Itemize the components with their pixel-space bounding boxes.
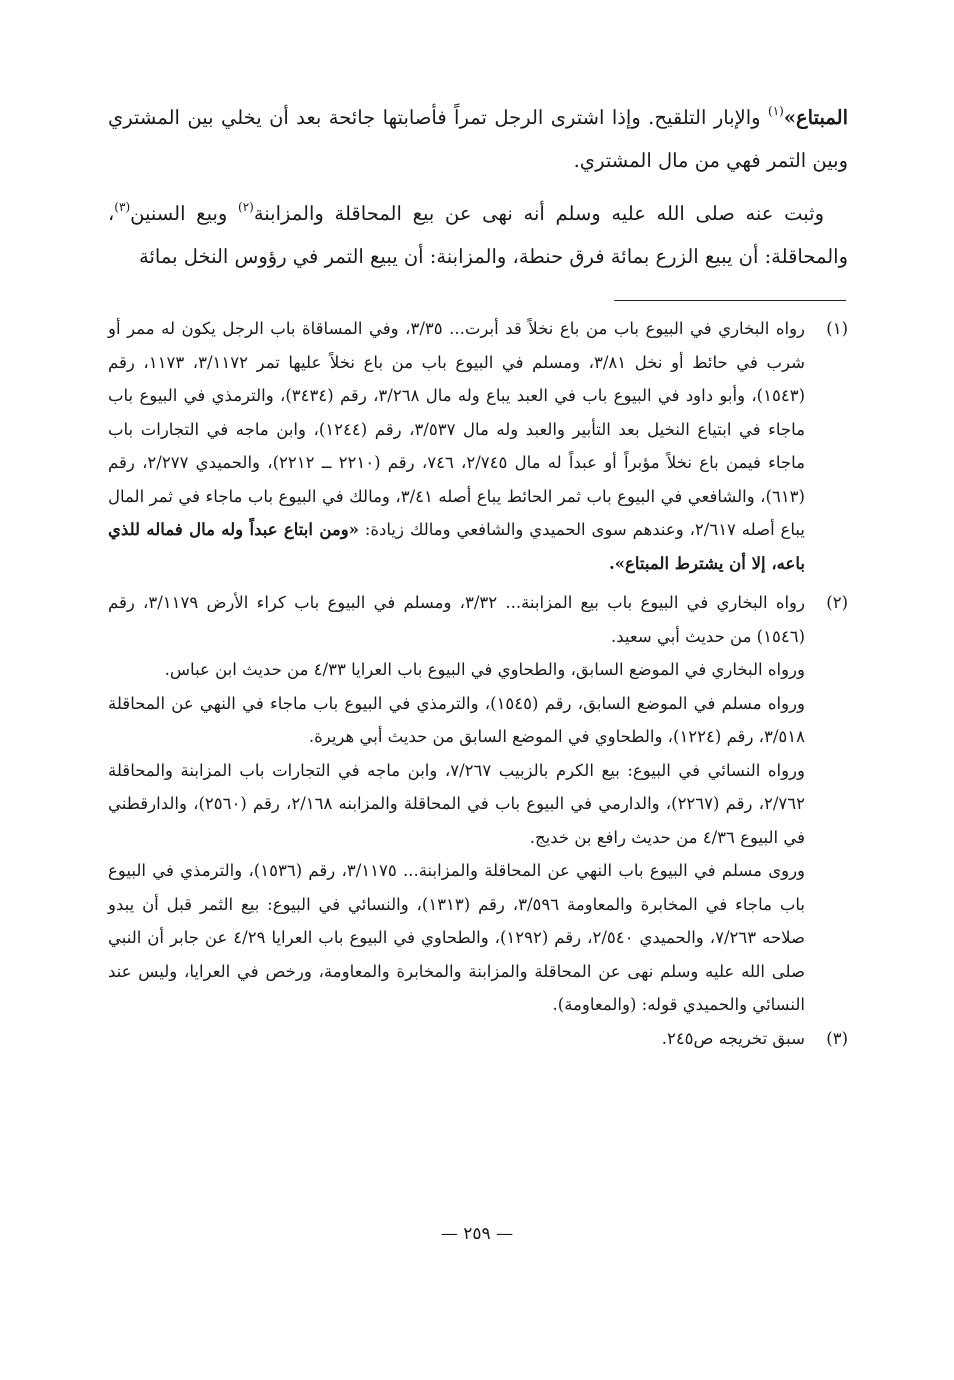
footnote-number: (٢) (826, 593, 848, 612)
paragraph-2-part-a: وثبت عنه صلى الله عليه وسلم أنه نهى عن بيع المحاقلة والمزابنة (253, 202, 824, 225)
main-text (108, 96, 848, 278)
footnote-number: (٣) (826, 1028, 848, 1048)
footnote-paragraph: ورواه النسائي في البيوع: بيع الكرم بالزبيب ٧/٢٦٧، وابن ماجه في التجارات باب المزابنة والمحاقلة ٢/٧٦٢، رقم (٢٢٦٧)، والدارمي في البيوع باب في المحاقلة والمزابنه ٢/١٦٨، رقم (٢٥٦٠)، والدارقطني في البيوع ٤/٣٦ من حديث رافع بن خديج. (108, 760, 805, 847)
footnote-2 (108, 586, 848, 1022)
footnote-paragraph (108, 312, 805, 580)
footnote-paragraph: سبق تخريجه ص٢٤٥. (661, 1028, 805, 1048)
page-number: — ٢٥٩ — (440, 1224, 514, 1244)
paragraph-2 (108, 192, 848, 278)
footnote-1 (108, 312, 848, 580)
footnote-paragraph: رواه البخاري في البيوع باب بيع المزابنة... ٣/٣٢، ومسلم في البيوع باب كراء الأرض ٣/١١٧٩، رقم (١٥٤٦) من حديث أبي سعيد. (108, 593, 805, 646)
quote-end-word: المبتاع» (783, 106, 848, 129)
paragraph-2-part-c: ، والمحاقلة: أن يبيع الزرع بمائة فرق حنطة، والمزابنة: أن يبيع التمر في رؤوس النخل بمائة (108, 202, 848, 268)
footnote-paragraph: وروى مسلم في البيوع باب النهي عن المحاقلة والمزابنة... ٣/١١٧٥، رقم (١٥٣٦)، والترمذي في البيوع باب ماجاء في المخابرة والمعاومة ٣/٥٩٦، رقم (١٣١٣)، والنسائي في البيوع: بيع الثمر قبل أن يبدو صلاحه ٧/٢٦٣، والحميدي ٢/٥٤٠، رقم (١٢٩٢)، والطحاوي في البيوع باب العرايا ٤/٢٩ عن جابر أن النبي صلى الله عليه وسلم نهى عن المحاقلة والمزابنة والمخابرة والمعاومة، ورخص في العرايا، وليس عند النسائي والحميدي قوله: (والمعاومة). (108, 861, 806, 1014)
footnote-paragraph: ورواه البخاري في الموضع السابق، والطحاوي في البيوع باب العرايا ٤/٣٣ من حديث ابن عباس. (164, 660, 805, 679)
footnotes (108, 312, 848, 1055)
paragraph-1-text: والإبار التلقيح. وإذا اشترى الرجل تمراً فأصابتها جائحة بعد أن يخلي بين المشتري وبين التمر فهي من مال المشتري. (108, 106, 848, 172)
footnote-ref-1: (١) (768, 104, 784, 118)
footnote-paragraph: ورواه مسلم في الموضع السابق، رقم (١٥٤٥)، والترمذي في البيوع باب ماجاء في النهي عن المحاقلة ٣/٥١٨، رقم (١٢٢٤)، والطحاوي في الموضع السابق من حديث أبي هريرة. (108, 693, 805, 746)
footnote-separator (614, 300, 846, 301)
footnote-ref-3: (٣) (114, 200, 131, 214)
footnote-number: (١) (826, 319, 848, 338)
footnote-text: رواه البخاري في البيوع باب من باع نخلاً قد أبرت... ٣/٣٥، وفي المساقاة باب الرجل يكون له ممر أو شرب في حائط أو نخل ٣/٨١، ومسلم في البيوع باب من باع نخلاً عليها تمر ٣/١١٧٢، ١١٧٣، رقم (١٥٤٣)، وأبو داود في البيوع باب في العبد يباع وله مال ٣/٢٦٨، رقم (٣٤٣٤)، والترمذي في البيوع باب ماجاء في ابتياع النخيل بعد التأبير والعبد وله مال ٣/٥٣٧، رقم (١٢٤٤)، وابن ماجه في التجارات باب ماجاء فيمن باع نخلاً مؤبراً أو عبداً له مال ٢/٧٤٥، ٧٤٦، رقم (٢٢١٠ ــ ٢٢١٢)، والحميدي ٢/٢٧٧، رقم (٦١٣)، والشافعي في البيوع باب ثمر الحائط يباع أصله ٣/٤١، ومالك في البيوع باب ماجاء في ثمر المال يباع أصله ٢/٦١٧، وعندهم سوى الحميدي والشافعي ومالك زيادة: (108, 319, 806, 539)
footnote-ref-2: (٢) (238, 200, 254, 214)
paragraph-1 (108, 96, 848, 182)
footnote-bold-quote: «ومن ابتاع عبداً وله مال فماله للذي باعه، إلا أن يشترط المبتاع». (108, 520, 805, 573)
paragraph-2-part-b: وبيع السنين (130, 202, 238, 225)
footnote-3 (108, 1022, 848, 1056)
